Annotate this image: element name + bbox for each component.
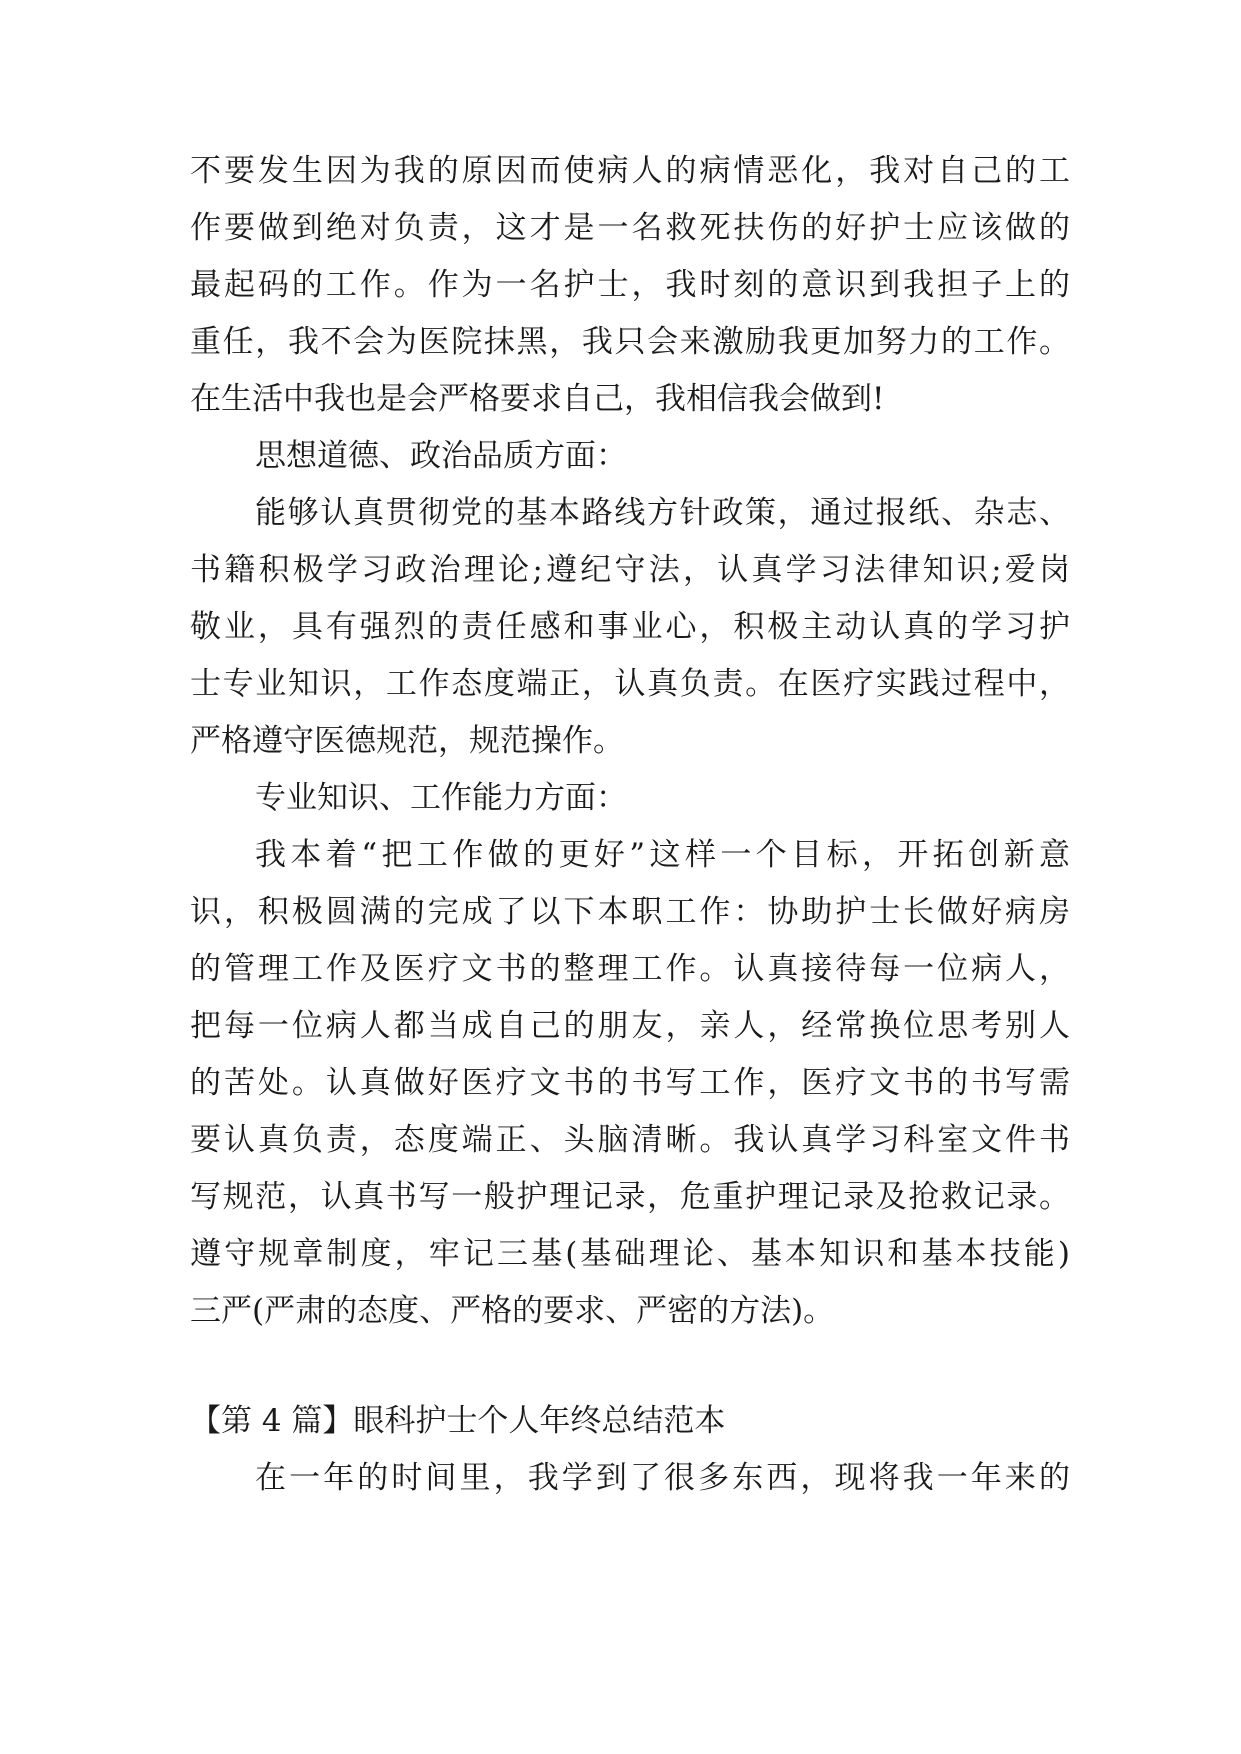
paragraph-line: 的苦处。认真做好医疗文书的书写工作，医疗文书的书写需 — [190, 1065, 1070, 1101]
section-heading: 思想道德、政治品质方面： — [255, 438, 627, 474]
paragraph-line: 书籍积极学习政治理论;遵纪守法，认真学习法律知识;爱岗 — [190, 552, 1070, 588]
paragraph-line: 作要做到绝对负责，这才是一名救死扶伤的好护士应该做的 — [190, 210, 1070, 246]
paragraph-line: 我本着“把工作做的更好”这样一个目标，开拓创新意 — [255, 837, 1070, 873]
paragraph-line: 要认真负责，态度端正、头脑清晰。我认真学习科室文件书 — [190, 1122, 1070, 1158]
paragraph-line: 写规范，认真书写一般护理记录，危重护理记录及抢救记录。 — [190, 1179, 1070, 1215]
section-heading: 专业知识、工作能力方面： — [255, 780, 627, 816]
paragraph-line: 最起码的工作。作为一名护士，我时刻的意识到我担子上的 — [190, 267, 1070, 303]
paragraph-line: 遵守规章制度，牢记三基(基础理论、基本知识和基本技能) — [190, 1236, 1070, 1272]
paragraph-line: 能够认真贯彻党的基本路线方针政策，通过报纸、杂志、 — [255, 495, 1070, 531]
paragraph-line: 在生活中我也是会严格要求自己，我相信我会做到! — [190, 381, 885, 417]
paragraph-line: 重任，我不会为医院抹黑，我只会来激励我更加努力的工作。 — [190, 324, 1070, 360]
paragraph-line: 三严(严肃的态度、严格的要求、严密的方法)。 — [190, 1293, 835, 1329]
paragraph-line: 严格遵守医德规范，规范操作。 — [190, 723, 624, 759]
paragraph-line: 在一年的时间里，我学到了很多东西，现将我一年来的 — [255, 1460, 1070, 1496]
paragraph-line: 士专业知识，工作态度端正，认真负责。在医疗实践过程中， — [190, 666, 1070, 702]
article-title: 【第 4 篇】眼科护士个人年终总结范本 — [190, 1403, 726, 1439]
paragraph-line: 敬业，具有强烈的责任感和事业心，积极主动认真的学习护 — [190, 609, 1070, 645]
paragraph-line: 不要发生因为我的原因而使病人的病情恶化，我对自己的工 — [190, 153, 1070, 189]
paragraph-line: 识，积极圆满的完成了以下本职工作：协助护士长做好病房 — [190, 894, 1070, 930]
paragraph-line: 的管理工作及医疗文书的整理工作。认真接待每一位病人， — [190, 951, 1070, 987]
paragraph-line: 把每一位病人都当成自己的朋友，亲人，经常换位思考别人 — [190, 1008, 1070, 1044]
